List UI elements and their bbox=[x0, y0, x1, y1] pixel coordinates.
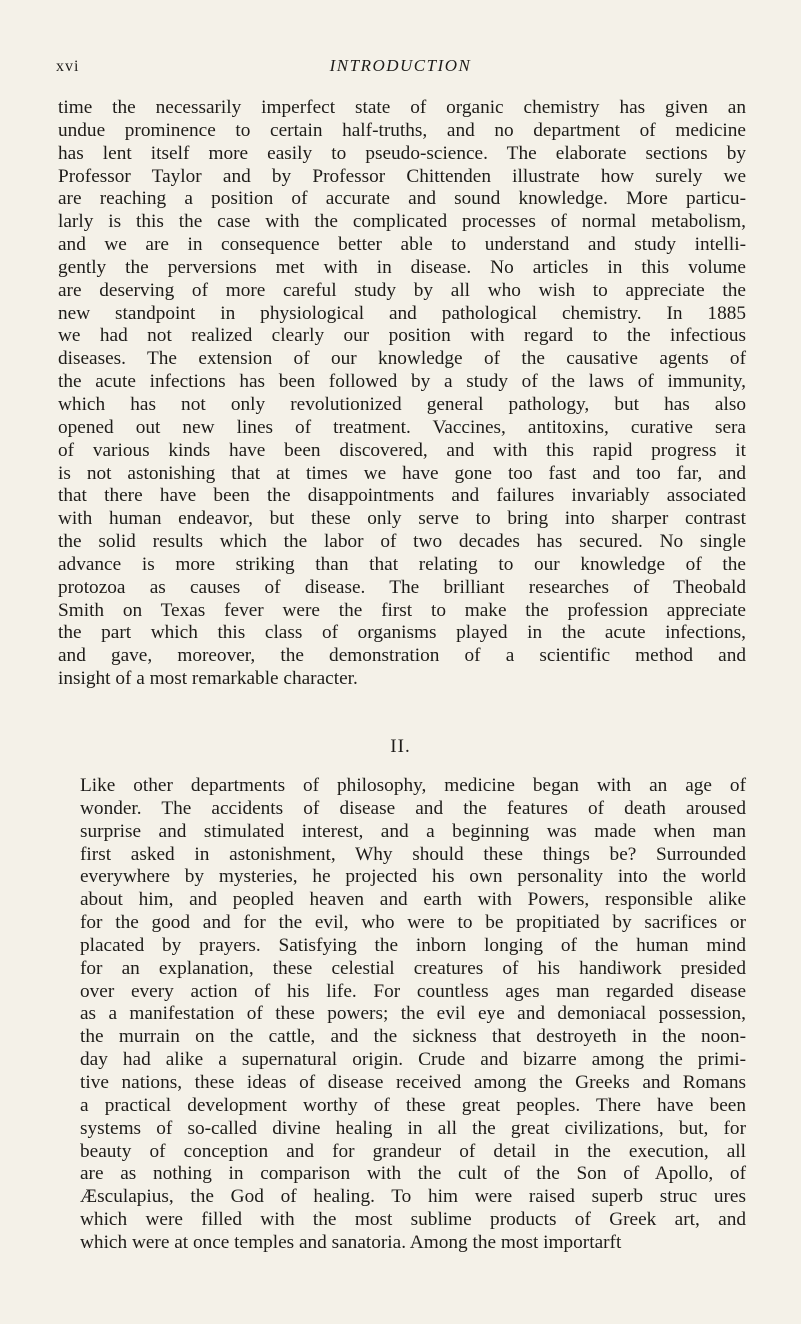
text-line: systems of so-called divine healing in all the great civilizations, but, for bbox=[80, 1117, 746, 1139]
text-line: with human endeavor, but these only serve to bring into sharper contrast bbox=[58, 508, 746, 530]
text-line: are as nothing in comparison with the cult of the Son of Apollo, of bbox=[80, 1163, 746, 1185]
text-line: the acute infections has been followed by a study of the laws of immunity, bbox=[58, 371, 746, 393]
text-line: undue prominence to certain half-truths, and no department of medicine bbox=[58, 119, 746, 141]
text-line: insight of a most remarkable character. bbox=[58, 668, 358, 690]
text-line: which were at once temples and sanatoria. Among the most importarft bbox=[80, 1231, 622, 1253]
text-line: Æsculapius, the God of healing. To him were raised superb struc ures bbox=[80, 1186, 746, 1208]
section-heading: II. bbox=[390, 736, 411, 757]
text-line: Smith on Texas fever were the first to make the profession appreciate bbox=[58, 599, 746, 621]
text-line: the murrain on the cattle, and the sickness that destroyeth in the noon- bbox=[80, 1026, 746, 1048]
text-line: which were filled with the most sublime products of Greek art, and bbox=[80, 1209, 746, 1231]
text-line: we had not realized clearly our position with regard to the infectious bbox=[58, 325, 746, 347]
text-line: tive nations, these ideas of disease received among the Greeks and Romans bbox=[80, 1071, 746, 1093]
text-line: are reaching a position of accurate and sound knowledge. More particu- bbox=[58, 188, 746, 210]
text-line: placated by prayers. Satisfying the inborn longing of the human mind bbox=[80, 934, 746, 956]
text-line: the solid results which the labor of two decades has secured. No single bbox=[58, 531, 746, 553]
text-line: wonder. The accidents of disease and the features of death aroused bbox=[80, 797, 746, 819]
text-line: as a manifestation of these powers; the evil eye and demoniacal possession, bbox=[80, 1003, 746, 1025]
paragraph-2 bbox=[58, 775, 746, 1255]
running-head: INTRODUCTION bbox=[329, 56, 472, 75]
text-line: gently the perversions met with in disease. No articles in this volume bbox=[58, 256, 746, 278]
text-line: and gave, moreover, the demonstration of a scientific method and bbox=[58, 645, 746, 667]
text-line: diseases. The extension of our knowledge of the causative agents of bbox=[58, 348, 746, 370]
text-line: advance is more striking than that relating to our knowledge of the bbox=[58, 553, 746, 575]
text-line: Professor Taylor and by Professor Chittenden illustrate how surely we bbox=[58, 165, 746, 187]
text-line: surprise and stimulated interest, and a beginning was made when man bbox=[80, 820, 746, 842]
text-line: of various kinds have been discovered, and with this rapid progress it bbox=[58, 439, 746, 461]
text-line: the part which this class of organisms played in the acute infections, bbox=[58, 622, 746, 644]
text-line: Like other departments of philosophy, medicine began with an age of bbox=[80, 775, 746, 796]
text-line: for an explanation, these celestial creatures of his handiwork presided bbox=[80, 957, 746, 979]
text-line: new standpoint in physiological and pathological chemistry. In 1885 bbox=[58, 302, 746, 324]
text-line: a practical development worthy of these great peoples. There have been bbox=[80, 1094, 746, 1116]
text-line: protozoa as causes of disease. The brilliant researches of Theobald bbox=[58, 576, 746, 598]
text-line: over every action of his life. For countless ages man regarded disease bbox=[80, 980, 746, 1002]
text-line: time the necessarily imperfect state of organic chemistry has given an bbox=[58, 97, 746, 118]
text-line: and we are in consequence better able to understand and study intelli- bbox=[58, 234, 746, 256]
text-line: everywhere by mysteries, he projected his own personality into the world bbox=[80, 866, 746, 888]
text-line: which has not only revolutionized general pathology, but has also bbox=[58, 393, 746, 415]
text-line: first asked in astonishment, Why should these things be? Surrounded bbox=[80, 843, 746, 865]
paragraph-1 bbox=[58, 97, 746, 691]
text-line: is not astonishing that at times we have gone too fast and too far, and bbox=[58, 462, 746, 484]
text-line: beauty of conception and for grandeur of detail in the execution, all bbox=[80, 1140, 746, 1162]
page-number: xvi bbox=[56, 58, 80, 75]
text-line: are deserving of more careful study by all who wish to appreciate the bbox=[58, 279, 746, 301]
text-line: opened out new lines of treatment. Vaccines, antitoxins, curative sera bbox=[58, 416, 746, 438]
text-line: day had alike a supernatural origin. Crude and bizarre among the primi- bbox=[80, 1049, 746, 1071]
text-line: about him, and peopled heaven and earth with Powers, responsible alike bbox=[80, 889, 746, 911]
text-line: has lent itself more easily to pseudo-science. The elaborate sections by bbox=[58, 142, 746, 164]
text-line: that there have been the disappointments and failures invariably associated bbox=[58, 485, 746, 507]
text-line: larly is this the case with the complicated processes of normal metabolism, bbox=[58, 211, 746, 233]
text-line: for the good and for the evil, who were to be propitiated by sacrifices or bbox=[80, 912, 746, 934]
